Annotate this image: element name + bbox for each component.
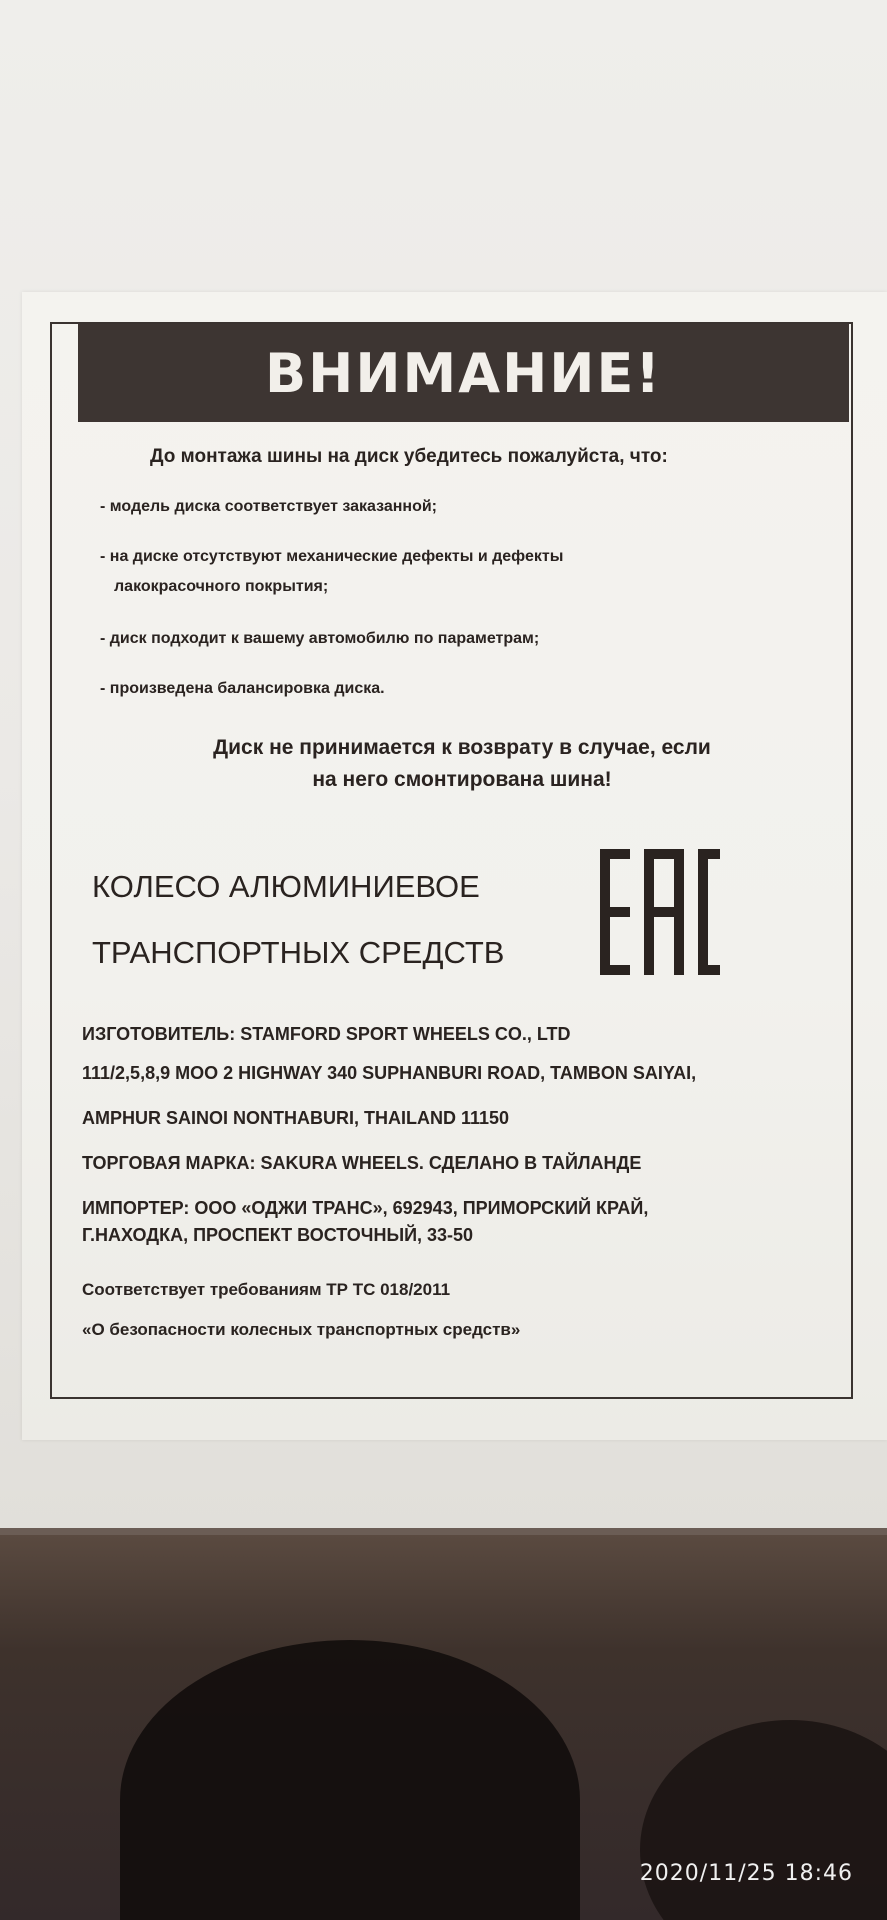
check-list: [100, 492, 830, 704]
return-warning-line: на него смонтирована шина!: [312, 768, 612, 791]
product-name: [92, 854, 504, 986]
conformity-line: Соответствует требованиям ТР ТС 018/2011: [82, 1280, 451, 1299]
list-item-text: - модель диска соответствует заказанной;: [100, 498, 437, 515]
list-item-text: - произведена балансировка диска.: [100, 680, 385, 697]
heading-banner: [78, 324, 849, 422]
eac-certification-icon: [600, 849, 720, 975]
address-line: AMPHUR SAINOI NONTHABURI, THAILAND 11150: [82, 1108, 510, 1128]
conformity-line: «О безопасности колесных транспортных средств»: [82, 1320, 521, 1339]
return-warning: [112, 732, 812, 796]
manufacturer-info: [82, 1024, 842, 1340]
list-item: [100, 624, 830, 654]
list-item-text: - диск подходит к вашему автомобилю по параметрам;: [100, 630, 540, 647]
return-warning-line: Диск не принимается к возврату в случае, если: [213, 736, 711, 759]
product-name-line: КОЛЕСО АЛЮМИНИЕВОЕ: [92, 869, 480, 904]
warning-label: [50, 322, 853, 1399]
product-name-line: ТРАНСПОРТНЫХ СРЕДСТВ: [92, 935, 505, 970]
photo-timestamp: 2020/11/25 18:46: [639, 1861, 853, 1886]
list-item: [100, 542, 830, 602]
list-item: [100, 492, 830, 522]
list-item: [100, 674, 830, 704]
brand-line: ТОРГОВАЯ МАРКА: SAKURA WHEELS. СДЕЛАНО В ТАЙЛАНДЕ: [82, 1153, 642, 1173]
importer-line: Г.НАХОДКА, ПРОСПЕКТ ВОСТОЧНЫЙ, 33-50: [82, 1225, 474, 1245]
address-line: 111/2,5,8,9 MOO 2 HIGHWAY 340 SUPHANBURI ROAD, TAMBON SAIYAI,: [82, 1063, 697, 1083]
list-item-text-continued: лакокрасочного покрытия;: [114, 578, 329, 595]
list-item-text: - на диске отсутствуют механические дефекты и дефекты: [100, 548, 564, 565]
importer-line: ИМПОРТЕР: ООО «ОДЖИ ТРАНС», 692943, ПРИМОРСКИЙ КРАЙ,: [82, 1198, 649, 1218]
heading-text: ВНИМАНИЕ!: [265, 341, 662, 405]
intro-text: До монтажа шины на диск убедитесь пожалуйста, что:: [150, 446, 668, 467]
manufacturer-line: ИЗГОТОВИТЕЛЬ: STAMFORD SPORT WHEELS CO., LTD: [82, 1024, 571, 1044]
